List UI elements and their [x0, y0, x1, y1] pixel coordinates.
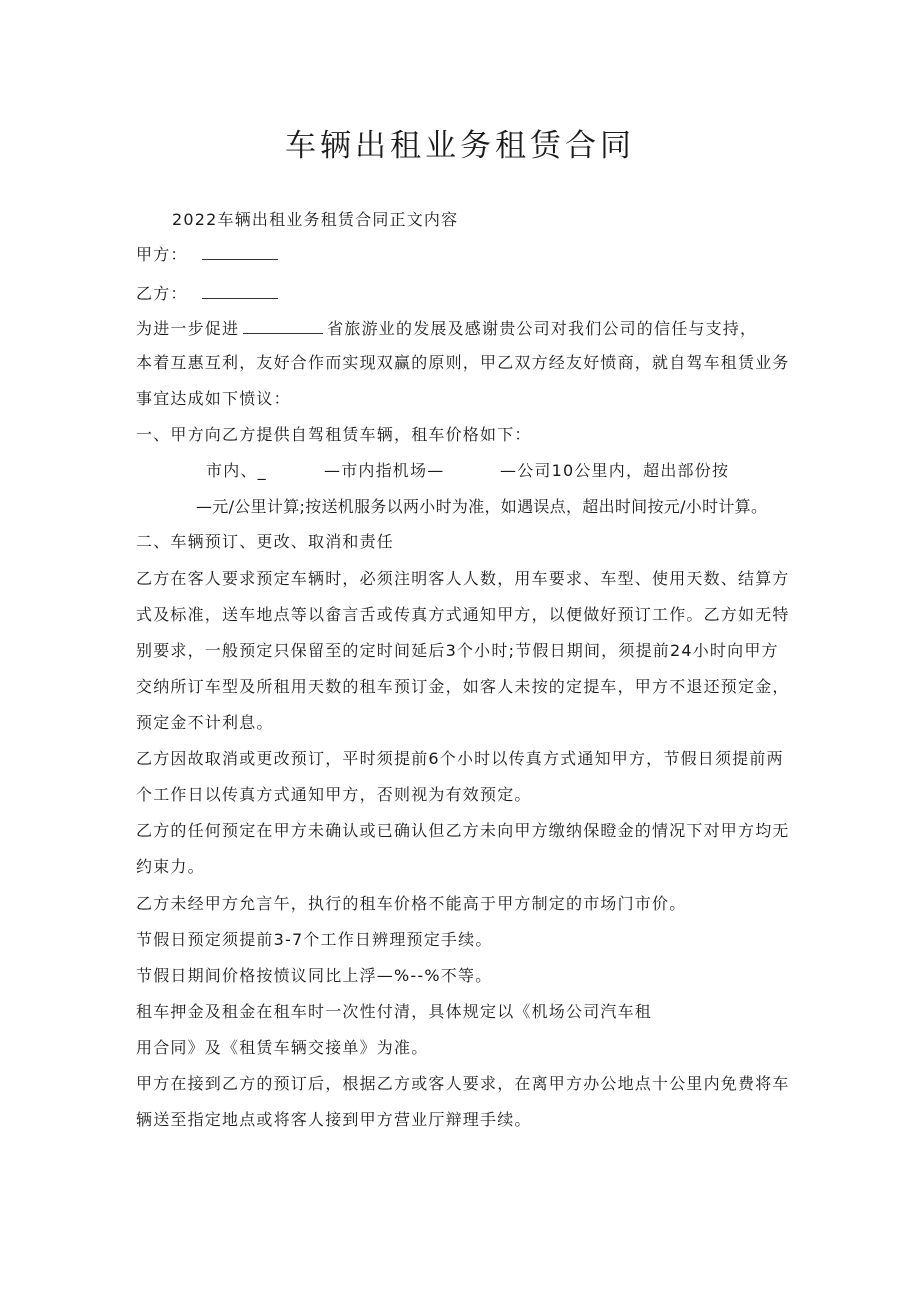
section-heading-1: 一、甲方向乙方提供自驾租赁车辆，租车价格如下： — [136, 425, 532, 444]
paragraph-line: 辆送至指定地点或将客人接到甲方营业厅辩理手续。 — [136, 1110, 532, 1129]
subtitle: 2022车辆出租业务租赁合同正文内容 — [172, 210, 459, 229]
party-b-blank — [202, 284, 278, 299]
paragraph-line: 租车押金及租金在租车时一次性付清，具体规定以《机场公司汽车租 — [136, 1002, 653, 1021]
intro-suffix: 省旅游业的发展及感谢贵公司对我们公司的信任与支持， — [327, 319, 758, 338]
province-blank — [243, 319, 323, 334]
paragraph-line: 乙方在客人要求预定车辆时，必须注明客人人数，用车要求、车型、使用天数、结算方 — [136, 569, 790, 588]
price-item-airport: —市内指机场— — [324, 461, 445, 480]
price-item-distance: —公司10公里内，超出部份按 — [500, 461, 730, 480]
paragraph-line: 式及标准，送车地点等以畲言舌或传真方式通知甲方，以便做好预订工作。乙方如无特 — [136, 605, 790, 624]
paragraph-line: 个工作日以传真方式通知甲方，否则视为有效预定。 — [136, 785, 532, 804]
party-b-label: 乙方： — [136, 284, 188, 303]
paragraph-line: 乙方因故取消或更改预订，平时须提前6个小时以传真方式通知甲方，节假日须提前两 — [136, 749, 784, 768]
intro-line — [136, 318, 757, 340]
paragraph-line: 事宜达成如下愤议： — [136, 389, 291, 408]
paragraph-line: 用合同》及《租赁车辆交接单》为准。 — [136, 1038, 429, 1057]
document-title: 车辆出租业务租赁合同 — [285, 128, 635, 164]
party-a-blank — [202, 245, 278, 260]
price-item-city: 市内、_ — [206, 461, 267, 480]
paragraph-line: 预定金不计利息。 — [136, 713, 274, 732]
intro-prefix: 为进一步促进 — [136, 319, 240, 338]
paragraph-line: 交纳所订车型及所租用天数的租车预订金，如客人未按的定提车，甲方不退还预定金， — [136, 677, 790, 696]
paragraph-line: 乙方未经甲方允言午，执行的租车价格不能高于甲方制定的市场门市价。 — [136, 894, 687, 913]
party-a-line — [136, 244, 278, 266]
paragraph-line: 约束力。 — [136, 857, 205, 876]
paragraph-line: 节假日期间价格按愤议同比上浮—%--%不等。 — [136, 966, 493, 985]
section-heading-2: 二、车辆预订、更改、取消和责任 — [136, 532, 395, 551]
paragraph-line: 节假日预定须提前3-7个工作日辨理预定手续。 — [136, 930, 493, 949]
paragraph-line: 乙方的任何预定在甲方未确认或已确认但乙方未向甲方缴纳保瞪金的情况下对甲方均无 — [136, 821, 790, 840]
paragraph-line: 别要求，一般预定只保留至的定时间延后3个小时;节假日期间，须提前24小时向甲方 — [136, 641, 779, 660]
party-a-label: 甲方： — [136, 245, 188, 264]
party-b-line — [136, 283, 278, 305]
paragraph-line: 本着互惠互利，友好合作而实现双赢的原则，甲乙双方经友好愤商，就自驾车租赁业务 — [136, 353, 790, 372]
paragraph-line: 甲方在接到乙方的预订后，根据乙方或客人要求，在离甲方办公地点十公里内免费将车 — [136, 1074, 790, 1093]
price-calculation: —元/公里计算;按送机服务以两小时为准，如遇误点，超出时间按元/小时计算。 — [196, 497, 768, 516]
